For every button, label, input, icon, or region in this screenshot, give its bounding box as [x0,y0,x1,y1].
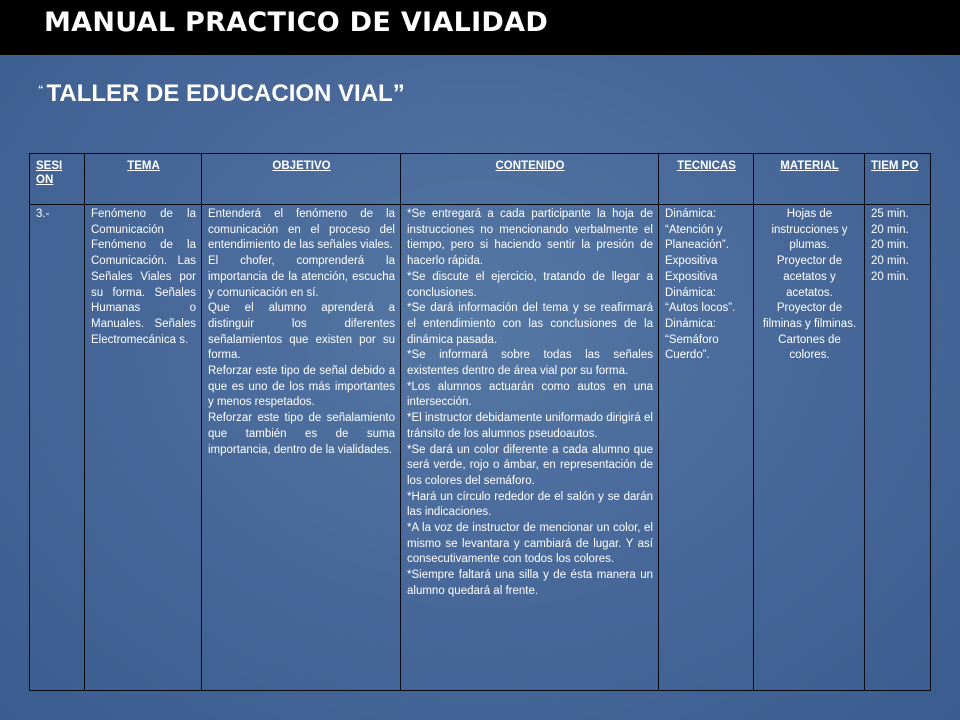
header-sesion: SESI ON [30,154,85,205]
contenido-line: *Hará un círculo rededor de el salón y se darán las indicaciones. [407,490,653,519]
tecnica-line: Dinámica: “Autos locos”. [665,286,736,315]
header-tema: TEMA [85,154,202,205]
contenido-line: *Se dará un color diferente a cada alumno que será verde, rojo o ámbar, en representación de los colores del semáforo. [407,443,653,487]
material-line: Proyector de filminas y filminas. [762,302,857,330]
tiempo-line: 20 min. [871,223,909,236]
slide-subtitle [38,80,405,108]
tiempo-line: 20 min. [871,255,909,268]
contenido-line: *Se informará sobre todas las señales existentes dentro de área vial por su forma. [407,349,653,378]
subtitle-text: TALLER DE EDUCACION VIAL” [46,80,405,107]
header-tiempo: TIEM PO [865,154,931,205]
cell-sesion: 3.- [30,205,85,691]
objetivo-line: Entenderá el fenómeno de la comunicación en el proceso del entendimiento de las señales viales. [208,208,395,252]
contenido-line: *Se dará información del tema y se reafirmará el entendimiento con las conclusiones de la dinámica pasada. [407,302,653,346]
contenido-line: *Los alumnos actuarán como autos en una intersección. [407,380,653,409]
contenido-line: *Siempre faltará una silla y de ésta manera un alumno quedará al frente. [407,569,653,597]
tecnica-line: Dinámica: “Atención y Planeación”. [665,208,729,252]
contenido-line: *Se discute el ejercicio, tratando de llegar a conclusiones. [407,270,653,299]
cell-tiempo [865,205,931,691]
table-row [30,205,931,691]
header-material: MATERIAL [754,154,865,205]
header-objetivo: OBJETIVO [202,154,401,205]
cell-contenido [401,205,659,691]
session-table [29,153,931,691]
title-bar [0,0,960,55]
material-line: Cartones de colores. [778,333,841,362]
cell-tema: Fenómeno de la Comunicación Fenómeno de la Comunicación. Las Señales Viales por su forma. Señales Humanas o Manuales. Señales Electromecánica s. [85,205,202,691]
tecnica-line: Expositiva [665,255,718,268]
material-line: Proyector de acetatos y acetatos. [776,255,843,299]
contenido-line: *Se entregará a cada participante la hoja de instrucciones no mencionando verbalmente el tiempo, pero si haciendo sentir la presión de hacerlo rápida. [407,208,653,268]
contenido-line: *A la voz de instructor de mencionar un color, el mismo se levantara y cambiará de lugar. Y así consecutivamente con todos los colores. [407,522,653,566]
tiempo-line: 25 min. [871,208,909,220]
objetivo-line: Reforzar este tipo de señalamiento que también es de suma importancia, dentro de la vialidades. [208,412,395,456]
cell-objetivo [202,205,401,691]
header-contenido: CONTENIDO [401,154,659,205]
tecnica-line: Dinámica: “Semáforo Cuerdo”. [665,317,719,362]
tiempo-line: 20 min. [871,239,909,252]
tiempo-line: 20 min. [871,270,909,283]
subtitle-open-quote: “ [38,84,44,96]
objetivo-line: Que el alumno aprenderá a distinguir los diferentes señalamientos que existen por su forma. [208,302,395,362]
material-line: Hojas de instrucciones y plumas. [771,208,848,252]
contenido-line: *El instructor debidamente uniformado dirigirá el tránsito de los alumnos pseudoautos. [407,412,653,440]
table-header-row [30,154,931,205]
objetivo-line: Reforzar este tipo de señal debido a que es uno de los más importantes y menos respetados. [208,365,395,409]
header-tecnicas: TECNICAS [659,154,754,205]
slide-title: MANUAL PRACTICO DE VIALIDAD [44,7,549,38]
cell-material [754,205,865,691]
objetivo-line: El chofer, comprenderá la importancia de la atención, escucha y comunicación en sí. [208,255,395,299]
cell-tecnicas [659,205,754,691]
tecnica-line: Expositiva [665,270,718,283]
